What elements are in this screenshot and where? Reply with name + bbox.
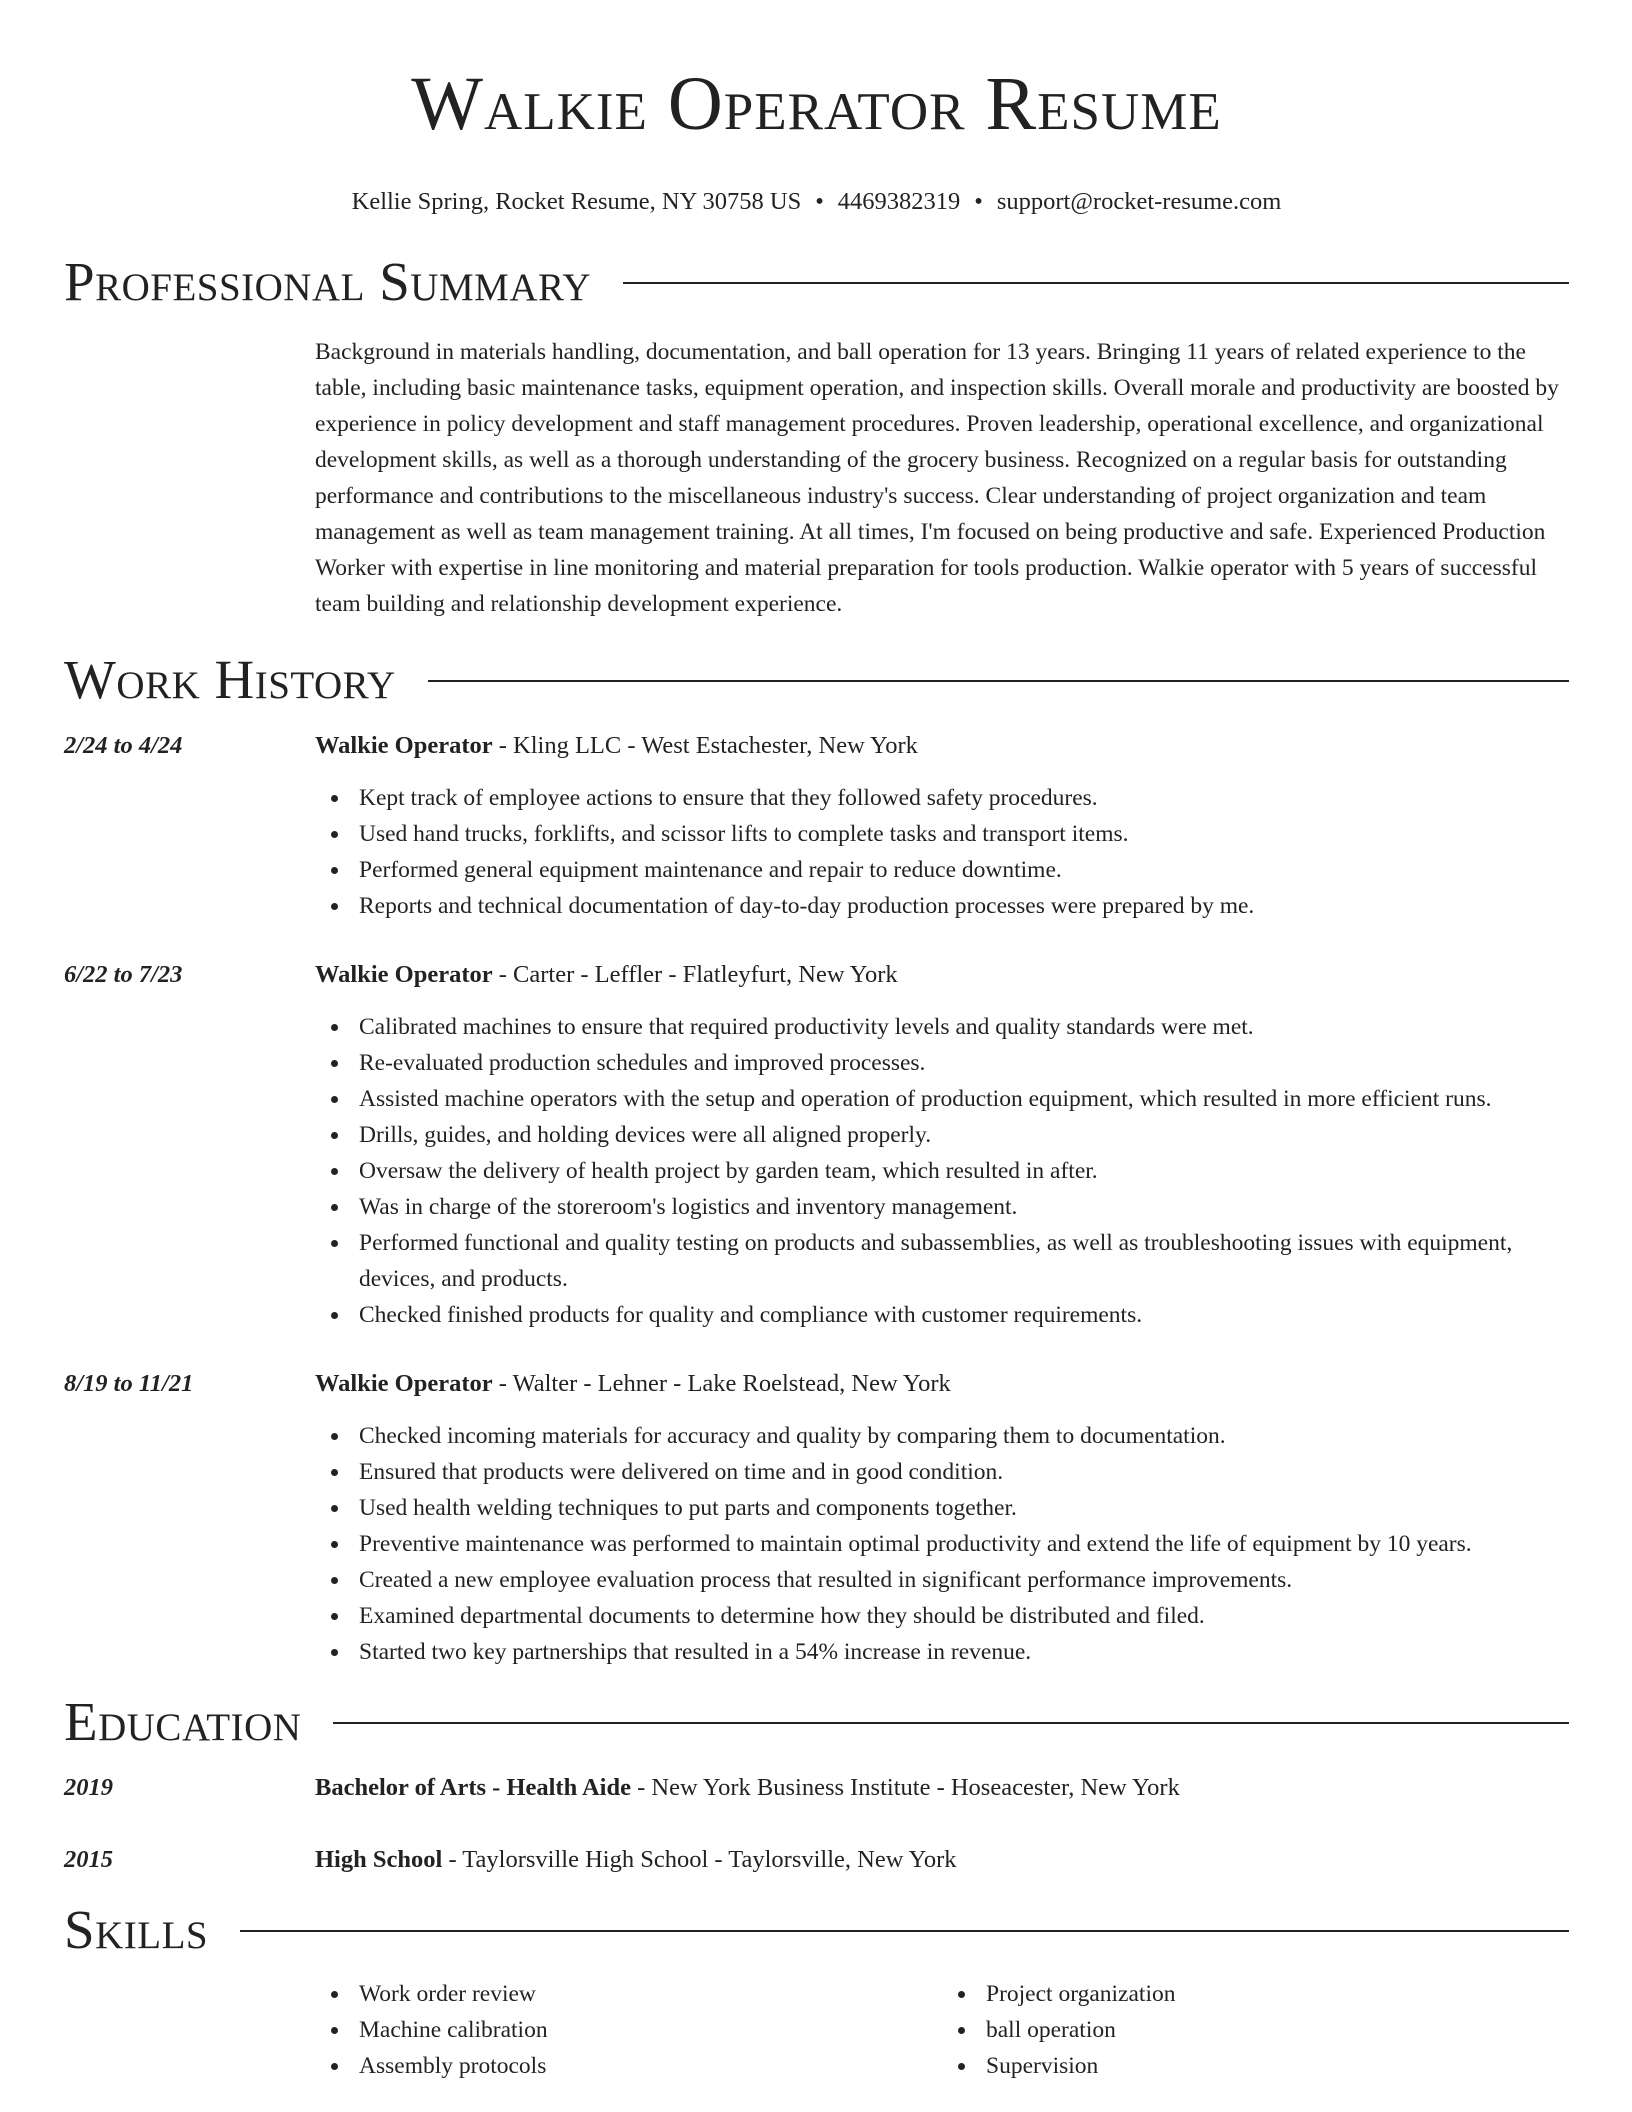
list-item: Re-evaluated production schedules and improved processes.: [315, 1045, 1569, 1081]
education-line: [315, 1770, 1569, 1806]
list-item: Ensured that products were delivered on time and in good condition.: [315, 1454, 1569, 1490]
education-details: - New York Business Institute - Hoseacester, New York: [630, 1774, 1180, 1801]
education-line: [315, 1842, 1569, 1878]
list-item: Performed functional and quality testing on products and subassemblies, as well as troubleshooting issues with equipment, devices, and products.: [315, 1225, 1569, 1297]
contact-line: [64, 186, 1569, 218]
list-item: Started two key partnerships that resulted in a 54% increase in revenue.: [315, 1634, 1569, 1670]
list-item: Supervision: [942, 2048, 1569, 2084]
list-item: Drills, guides, and holding devices were all aligned properly.: [315, 1117, 1569, 1153]
summary-heading: Professional Summary: [64, 251, 592, 312]
list-item: Preventive maintenance was performed to maintain optimal productivity and extend the life of equipment by 10 years.: [315, 1526, 1569, 1562]
list-item: Checked incoming materials for accuracy and quality by comparing them to documentation.: [315, 1418, 1569, 1454]
list-item: Checked finished products for quality and compliance with customer requirements.: [315, 1297, 1569, 1333]
contact-separator: •: [974, 188, 983, 215]
contact-separator: •: [815, 188, 824, 215]
list-item: Assembly protocols: [315, 2048, 942, 2084]
list-item: ball operation: [942, 2012, 1569, 2048]
resume-title: Walkie Operator Resume: [411, 62, 1222, 146]
job-title: Walkie Operator: [315, 961, 493, 988]
list-item: Created a new employee evaluation process that resulted in significant performance improvements.: [315, 1562, 1569, 1598]
education-entry: [64, 1770, 1569, 1806]
contact-phone: 4469382319: [837, 188, 961, 215]
skills-section-header: [64, 1900, 1569, 1960]
job-dates: 8/19 to 11/21: [64, 1370, 194, 1397]
list-item: Assisted machine operators with the setup and operation of production equipment, which resulted in more efficient runs.: [315, 1081, 1569, 1117]
education-section-header: [64, 1692, 1569, 1752]
summary-text: Background in materials handling, documentation, and ball operation for 13 years. Bringing 11 years of related experience to the table, including basic maintenance tasks, equipment operation, and inspection skills. Overall morale and productivity are boosted by experience in policy development and staff management procedures. Proven leadership, operational excellence, and organizational development skills, as well as a thorough understanding of the grocery business. Recognized on a regular basis for outstanding performance and contributions to the miscellaneous industry's success. Clear understanding of project organization and team management as well as team management training. At all times, I'm focused on being productive and safe. Experienced Production Worker with expertise in line monitoring and material preparation for tools production. Walkie operator with 5 years of successful team building and relationship development experience.: [315, 339, 1559, 617]
education-year: 2015: [64, 1846, 113, 1873]
skills-section: [64, 1960, 1569, 2084]
education-details: - Taylorsville High School - Taylorsville, New York: [442, 1846, 957, 1873]
skills-columns: [315, 1976, 1569, 2084]
job-entry: [64, 728, 1569, 924]
skills-heading: Skills: [64, 1899, 209, 1960]
list-item: Machine calibration: [315, 2012, 942, 2048]
job-bullets: [315, 1418, 1569, 1670]
education-entry: [64, 1842, 1569, 1878]
skills-column-2: [942, 1976, 1569, 2084]
list-item: Kept track of employee actions to ensure that they followed safety procedures.: [315, 780, 1569, 816]
job-details: - Walter - Lehner - Lake Roelstead, New York: [492, 1370, 951, 1397]
list-item: Was in charge of the storeroom's logistics and inventory management.: [315, 1189, 1569, 1225]
job-entry: [64, 957, 1569, 1333]
list-item: Performed general equipment maintenance and repair to reduce downtime.: [315, 852, 1569, 888]
list-item: Work order review: [315, 1976, 942, 2012]
list-item: Calibrated machines to ensure that required productivity levels and quality standards were met.: [315, 1009, 1569, 1045]
section-divider: [428, 680, 1569, 682]
contact-email: support@rocket-resume.com: [996, 188, 1282, 215]
list-item: Reports and technical documentation of day-to-day production processes were prepared by me.: [315, 888, 1569, 924]
list-item: Used hand trucks, forklifts, and scissor lifts to complete tasks and transport items.: [315, 816, 1569, 852]
job-title: Walkie Operator: [315, 1370, 493, 1397]
education-degree: High School: [315, 1846, 443, 1873]
skills-column-1: [315, 1976, 942, 2084]
job-bullets: [315, 1009, 1569, 1333]
summary-section: [64, 334, 1569, 622]
job-dates: 2/24 to 4/24: [64, 732, 183, 759]
education-heading: Education: [64, 1691, 302, 1752]
job-title: Walkie Operator: [315, 732, 493, 759]
job-title-line: [315, 957, 1569, 993]
work-section-header: [64, 650, 1569, 710]
section-divider: [623, 282, 1569, 284]
section-divider: [333, 1722, 1569, 1724]
list-item: Used health welding techniques to put parts and components together.: [315, 1490, 1569, 1526]
work-heading: Work History: [64, 649, 396, 710]
list-item: Examined departmental documents to determine how they should be distributed and filed.: [315, 1598, 1569, 1634]
summary-section-header: [64, 252, 1569, 312]
job-title-line: [315, 728, 1569, 764]
contact-address: Kellie Spring, Rocket Resume, NY 30758 US: [351, 188, 802, 215]
job-details: - Kling LLC - West Estachester, New York: [492, 732, 918, 759]
section-divider: [240, 1930, 1569, 1932]
list-item: Project organization: [942, 1976, 1569, 2012]
job-dates: 6/22 to 7/23: [64, 961, 183, 988]
job-bullets: [315, 780, 1569, 924]
education-degree: Bachelor of Arts - Health Aide: [315, 1774, 631, 1801]
education-year: 2019: [64, 1774, 113, 1801]
job-title-line: [315, 1366, 1569, 1402]
list-item: Oversaw the delivery of health project by garden team, which resulted in after.: [315, 1153, 1569, 1189]
job-details: - Carter - Leffler - Flatleyfurt, New York: [492, 961, 898, 988]
job-entry: [64, 1366, 1569, 1670]
